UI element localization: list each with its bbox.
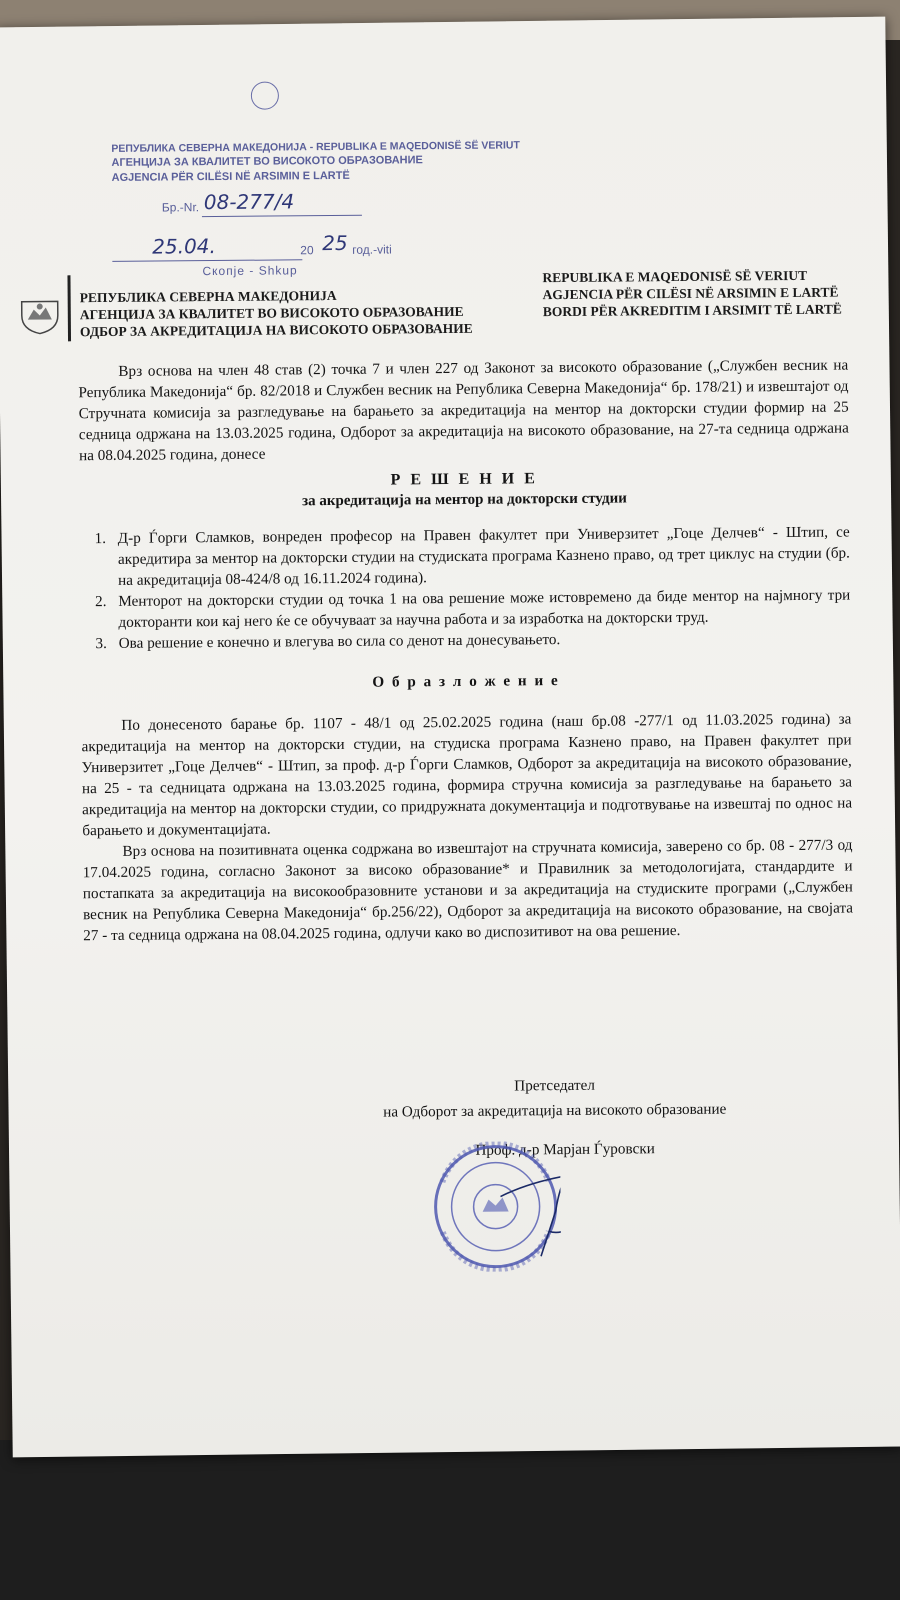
reg-number: 08-277/4 xyxy=(203,189,295,215)
header-right-line: AGJENCIA PËR CILËSI NË ARSIMIN E LARTË xyxy=(542,284,839,303)
header-left-line: РЕПУБЛИКА СЕВЕРНА МАКЕДОНИЈА xyxy=(79,287,337,306)
date-underline xyxy=(112,259,302,262)
document-body xyxy=(78,355,853,947)
stamp-city: Скопје - Shkup xyxy=(202,263,298,279)
header-right-line: BORDI PËR AKREDITIM I ARSIMIT TË LARTË xyxy=(542,301,842,320)
header-divider xyxy=(67,275,71,341)
header-left-line: АГЕНЦИЈА ЗА КВАЛИТЕТ ВО ВИСОКОТО ОБРАЗОВАНИЕ xyxy=(79,303,464,323)
registration-stamp xyxy=(111,80,520,279)
header-right-line: REPUBLIKA E MAQEDONISË SË VERIUT xyxy=(542,267,808,286)
stamp-line-1: РЕПУБЛИКА СЕВЕРНА МАКЕДОНИЈА - REPUBLIKA E MAQEDONISË SË VERIUT xyxy=(111,139,520,155)
decision-items xyxy=(80,521,851,654)
stamp-date: 25.04. xyxy=(152,234,216,259)
document-content xyxy=(0,18,898,1456)
decision-item: 1. Д-р Ѓорги Сламков, вонреден професор на Правен факултет при Универзитет „Гоце Делчев“ - Штип, се акредитира за ментор на докторски студии на студиската програма Казнено право, од трет циклус на студии (бр. на акредитација 08-424/8 од 16.11.2024 година). xyxy=(110,521,851,590)
signatory-name: Проф. д-р Марјан Ѓуровски xyxy=(475,1140,655,1159)
header-albanian xyxy=(542,267,842,321)
header-macedonian xyxy=(80,286,473,340)
decision-title: Р Е Ш Е Н И Е xyxy=(390,470,538,489)
decision-subtitle: за акредитација на ментор на докторски студии xyxy=(301,490,627,510)
official-seal-icon xyxy=(430,1141,561,1272)
reasoning-title: О б р а з л о ж е н и е xyxy=(372,672,560,691)
stamp-line-3: AGJENCIA PËR CILËSI NË ARSIMIN E LARTË xyxy=(111,169,350,184)
decision-item: 2. Менторот на докторски студии од точка 1 на ова решение може истовремено да биде ментор на најмногу три докторанти кои кај него ќе се обучуваат за научна работа и за изработка на докторски труд. xyxy=(110,584,850,632)
stamp-emblem-icon xyxy=(251,81,279,109)
background-table xyxy=(0,1440,900,1600)
decision-item: 3. Ова решение е конечно и влегува во сила со денот на донесувањето. xyxy=(111,626,851,653)
reasoning-paragraph-1: По донесеното барање бр. 1107 - 48/1 од 25.02.2025 година (наш бр.08 -277/1 од 11.03.2025 година) за акредитација на ментор на докторски студии, на студиска програма Казнено право, на Правен факултет при Универзитет „Гоце Делчев“ - Штип, за проф. д-р Ѓорги Сламков, Одборот за акредитација на високото образование, на 25 - та седницата одржана на 13.03.2025 година, формира стручна комисија за разгледување на барањето за акредитација на ментор на докторски студии, со придружната документација и подготвување на извештај по однос на барањето и документацијата. xyxy=(81,710,853,840)
year-label: год.-viti xyxy=(352,242,392,257)
reg-underline xyxy=(202,215,362,217)
reasoning-paragraph-2: Врз основа на позитивната оценка содржана во извештајот на стручната комисија, заверено со бр. 08 - 277/3 од 17.04.2025 година, согласно Законот за високо образование* и Правилник за методологијата, стандардите и постапката за акредитација на високообразовните установи и за акредитација на студиските програми („Службен весник на Република Северна Македонија“ бр.256/22), Одборот за акредитација на високото образование, на својата 27 - та седница одржана на 08.04.2025 година, одлучи како во диспозитивот на ова решение. xyxy=(82,836,854,945)
signatory-role: Претседател xyxy=(514,1076,595,1095)
year-suffix: 25 xyxy=(322,230,348,256)
signatory-body: на Одборот за акредитација на високото образование xyxy=(383,1100,727,1121)
header-left-line: ОДБОР ЗА АКРЕДИТАЦИЈА НА ВИСОКОТО ОБРАЗОВАНИЕ xyxy=(79,320,473,340)
document-page xyxy=(0,17,900,1458)
intro-paragraph: Врз основа на член 48 став (2) точка 7 и член 227 од Законот за високото образование („Службен весник на Република Македонија“ бр. 82/2018 и Службен весник на Република Северна Македонија“ бр. 178/21) и извештајот од Стручната комисија за разгледување на барањето за акредитација на ментор на докторски студии формир на 25 седница одржана на 13.03.2025 година, Одборот за акредитација на високото образование, на 27-та седница одржана на 08.04.2025 година, донесе xyxy=(78,356,849,465)
year-prefix: 20 xyxy=(300,243,314,258)
reg-label: Бр.-Nr. xyxy=(161,200,200,215)
stamp-line-2: АГЕНЦИЈА ЗА КВАЛИТЕТ ВО ВИСОКОТО ОБРАЗОВАНИЕ xyxy=(111,154,423,169)
coat-of-arms-icon xyxy=(18,295,62,335)
